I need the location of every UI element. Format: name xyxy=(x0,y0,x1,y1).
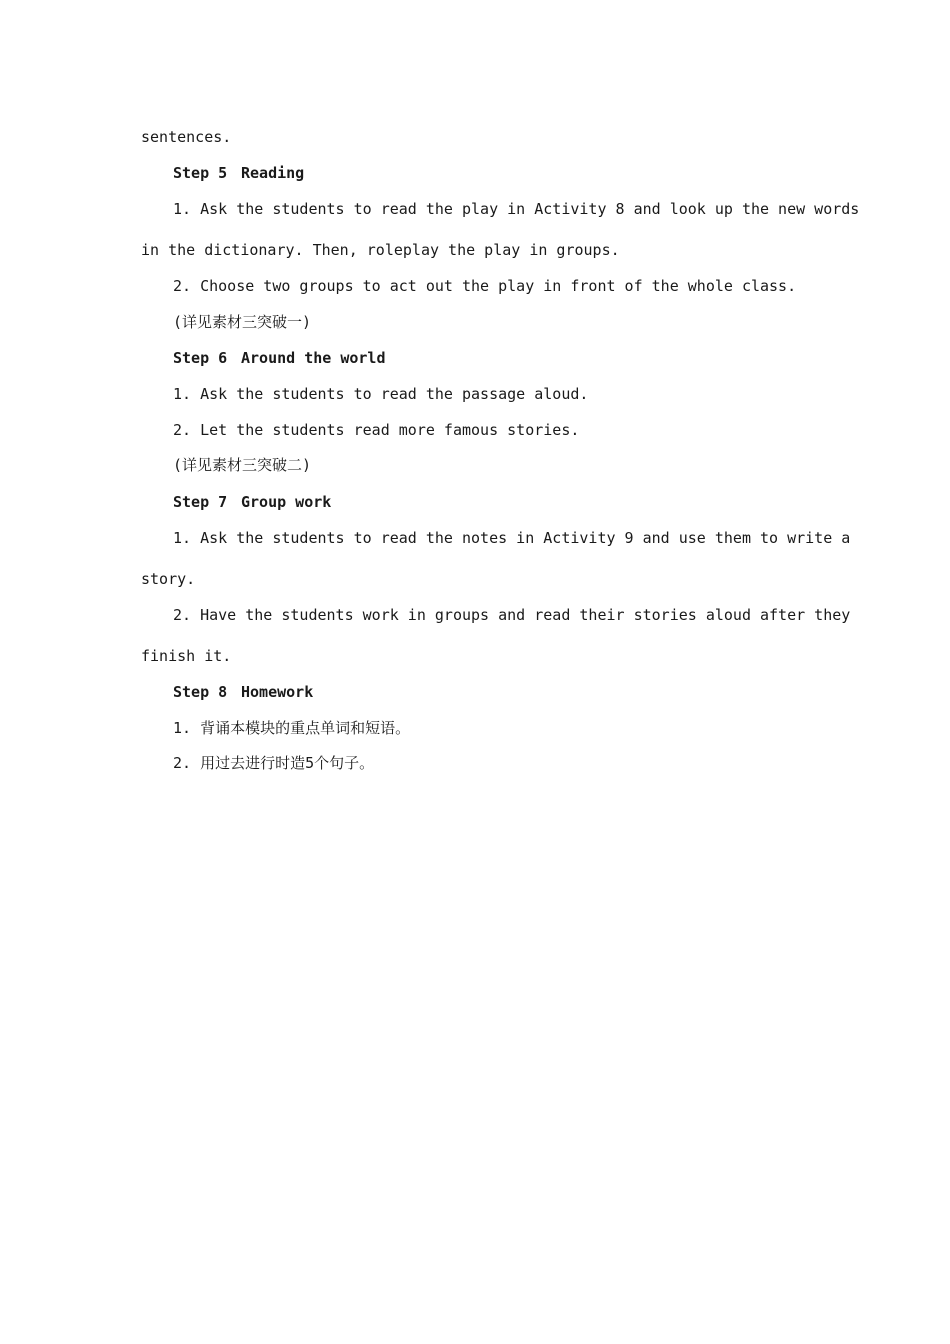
step7-title: Group work xyxy=(241,493,332,511)
step5-title: Reading xyxy=(241,164,305,182)
step5-number: Step 5 xyxy=(173,164,228,182)
step7-item2-line1: 2. Have the students work in groups and read their stories aloud after they xyxy=(173,606,851,624)
step5-item1-line2: in the dictionary. Then, roleplay the play in groups. xyxy=(141,241,620,259)
step6-number: Step 6 xyxy=(173,349,228,367)
step7-item1-line1: 1. Ask the students to read the notes in Activity 9 and use them to write a xyxy=(173,529,851,547)
step5-item2: 2. Choose two groups to act out the play in front of the whole class. xyxy=(173,277,797,295)
step5-item1-line1: 1. Ask the students to read the play in Activity 8 and look up the new words xyxy=(173,200,860,218)
step6-item1: 1. Ask the students to read the passage aloud. xyxy=(173,385,589,403)
step6-title: Around the world xyxy=(241,349,386,367)
step8-heading xyxy=(173,682,813,702)
step6-note: (详见素材三突破二) xyxy=(173,456,312,474)
step7-item2-line2: finish it. xyxy=(141,647,232,665)
step8-title: Homework xyxy=(241,683,314,701)
step7-item1-line2: story. xyxy=(141,570,196,588)
carry-over-text: sentences. xyxy=(141,128,232,146)
step7-heading xyxy=(173,492,813,512)
step6-item2: 2. Let the students read more famous stories. xyxy=(173,421,580,439)
step7-number: Step 7 xyxy=(173,493,228,511)
step8-number: Step 8 xyxy=(173,683,228,701)
step8-item2: 2. 用过去进行时造5个句子。 xyxy=(173,754,375,772)
step5-heading xyxy=(173,163,813,183)
step5-note: (详见素材三突破一) xyxy=(173,313,312,331)
step6-heading xyxy=(173,348,813,368)
step8-item1: 1. 背诵本模块的重点单词和短语。 xyxy=(173,719,411,737)
